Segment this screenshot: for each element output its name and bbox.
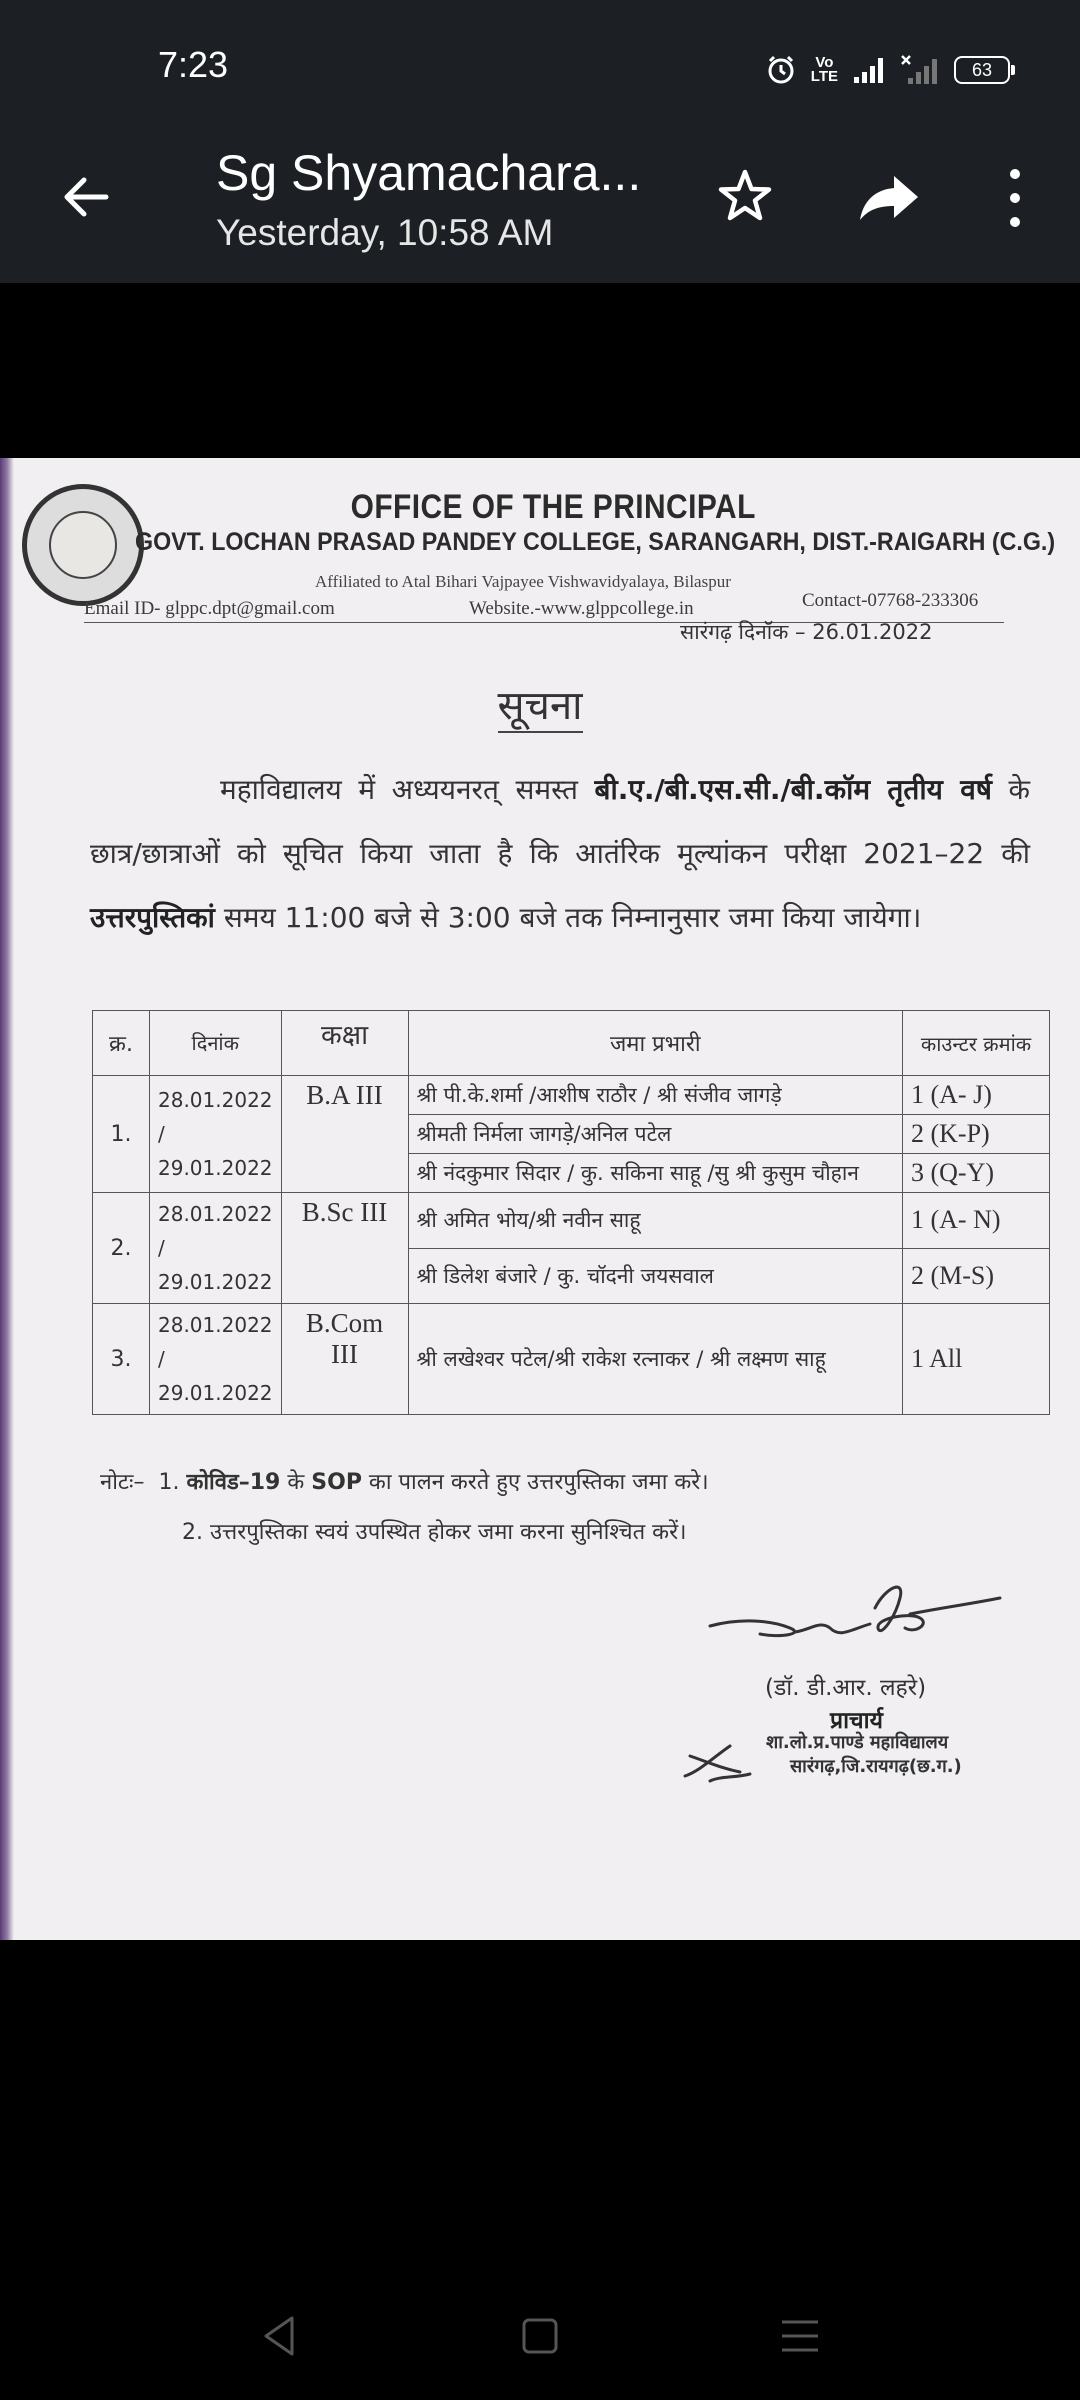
website-text: Website.-www.glppcollege.in xyxy=(469,598,694,619)
signatory-college: शा.लो.प्र.पाण्डे महाविद्यालय xyxy=(766,1732,949,1753)
cell-date: 28.01.2022 / 29.01.2022 xyxy=(150,1193,282,1304)
cell-sn: 2. xyxy=(93,1193,150,1304)
college-name: GOVT. LOCHAN PRASAD PANDEY COLLEGE, SARANGARH, DIST.-RAIGARH (C.G.) xyxy=(135,528,1056,556)
cell-date: 28.01.2022 / 29.01.2022 xyxy=(150,1076,282,1193)
more-vert-icon xyxy=(995,162,1035,232)
affiliation-text: Affiliated to Atal Bihari Vajpayee Vishwavidyalaya, Bilaspur xyxy=(315,572,731,591)
star-button[interactable] xyxy=(710,162,780,232)
cell-incharge: श्री लखेश्वर पटेल/श्री राकेश रत्नाकर / श्री लक्ष्मण साहू xyxy=(408,1304,902,1415)
cell-incharge: श्री डिलेश बंजारे / कु. चॉदनी जयसवाल xyxy=(408,1248,902,1304)
schedule-table xyxy=(92,1010,1050,1415)
alarm-icon xyxy=(765,54,797,86)
header-date: दिनांक xyxy=(150,1011,282,1076)
status-icons xyxy=(765,50,1010,90)
cell-incharge: श्री पी.के.शर्मा /आशीष राठौर / श्री संजीव जागड़े xyxy=(408,1076,902,1115)
battery-icon: 63 xyxy=(954,56,1010,84)
table-row xyxy=(93,1304,1050,1415)
back-arrow-icon xyxy=(58,170,112,224)
status-bar xyxy=(0,0,1080,100)
cell-counter: 1 (A- J) xyxy=(903,1076,1050,1115)
date-line: सारंगढ़ दिनॉक – 26.01.2022 xyxy=(680,620,933,644)
menu-lines-icon[interactable] xyxy=(772,2308,828,2364)
contact-text: Contact-07768-233306 xyxy=(802,590,979,611)
header-class: कक्षा xyxy=(281,1011,408,1076)
cell-incharge: श्री अमित भोय/श्री नवीन साहू xyxy=(408,1193,902,1249)
table-header-row xyxy=(93,1011,1050,1076)
notice-heading: सूचना xyxy=(0,676,1080,731)
notice-document-image[interactable] xyxy=(0,458,1080,1940)
more-options-button[interactable] xyxy=(995,162,1035,232)
cell-sn: 3. xyxy=(93,1304,150,1415)
note-2: 2. उत्तरपुस्तिका स्वयं उपस्थित होकर जमा करना सुनिश्चित करें। xyxy=(182,1520,687,1545)
star-icon xyxy=(710,162,780,232)
signature-scribble xyxy=(700,1568,1020,1658)
cell-incharge: श्री नंदकुमार सिदार / कु. सकिना साहू /सु श्री कुसुम चौहान xyxy=(408,1154,902,1193)
status-time: 7:23 xyxy=(158,44,229,85)
table-row xyxy=(93,1076,1050,1115)
cell-counter: 2 (M-S) xyxy=(903,1248,1050,1304)
header-incharge: जमा प्रभारी xyxy=(408,1011,902,1076)
signatory-name: (डॉ. डी.आर. लहरे) xyxy=(765,1675,927,1701)
signatory-location: सारंगढ़,जि.रायगढ़(छ.ग.) xyxy=(790,1756,962,1777)
home-square-icon[interactable] xyxy=(512,2308,568,2364)
stamp-signature-scribble xyxy=(680,1726,760,1786)
cell-counter: 2 (K-P) xyxy=(903,1115,1050,1154)
share-icon xyxy=(850,162,930,232)
cell-class: B.Com III xyxy=(281,1304,408,1415)
signal-icon xyxy=(852,55,886,85)
back-triangle-icon[interactable] xyxy=(252,2308,308,2364)
system-nav-bar xyxy=(0,2290,1080,2380)
notice-paragraph: महाविद्यालय में अध्ययनरत् समस्त बी.ए./बी.एस.सी./बी.कॉम तृतीय वर्ष के छात्र/छात्राओं को सूचित किया जाता है कि आतंरिक मूल्यांकन परीक्षा 2021–22 की उत्तरपुस्तिकां समय 11:00 बजे से 3:00 बजे तक निम्नानुसार जमा किया जायेगा। xyxy=(90,773,1030,934)
cell-counter: 1 All xyxy=(903,1304,1050,1415)
app-bar xyxy=(0,100,1080,283)
cell-date: 28.01.2022 / 29.01.2022 xyxy=(150,1304,282,1415)
conversation-timestamp: Yesterday, 10:58 AM xyxy=(216,212,554,253)
header-counter: काउन्टर क्रमांक xyxy=(903,1011,1050,1076)
cell-sn: 1. xyxy=(93,1076,150,1193)
signal-no-service-icon xyxy=(900,54,940,86)
email-text: Email ID- glppc.dpt@gmail.com xyxy=(84,598,335,619)
office-heading: OFFICE OF THE PRINCIPAL xyxy=(350,488,756,526)
cell-counter: 1 (A- N) xyxy=(903,1193,1050,1249)
notes-section xyxy=(100,1458,709,1558)
header-sn: क्र. xyxy=(93,1011,150,1076)
note-1: नोटः– 1. कोविड–19 के SOP का पालन करते हुए उत्तरपुस्तिका जमा करे। xyxy=(100,1470,709,1495)
volte-icon: Vo LTE xyxy=(810,54,838,85)
forward-button[interactable] xyxy=(850,162,930,232)
cell-counter: 3 (Q-Y) xyxy=(903,1154,1050,1193)
table-row xyxy=(93,1193,1050,1249)
cell-class: B.A III xyxy=(281,1076,408,1193)
cell-class: B.Sc III xyxy=(281,1193,408,1304)
conversation-title: Sg Shyamachara... xyxy=(216,145,642,201)
back-button[interactable] xyxy=(50,162,120,232)
cell-incharge: श्रीमती निर्मला जागड़े/अनिल पटेल xyxy=(408,1115,902,1154)
signatory-title: प्राचार्य xyxy=(830,1708,883,1734)
